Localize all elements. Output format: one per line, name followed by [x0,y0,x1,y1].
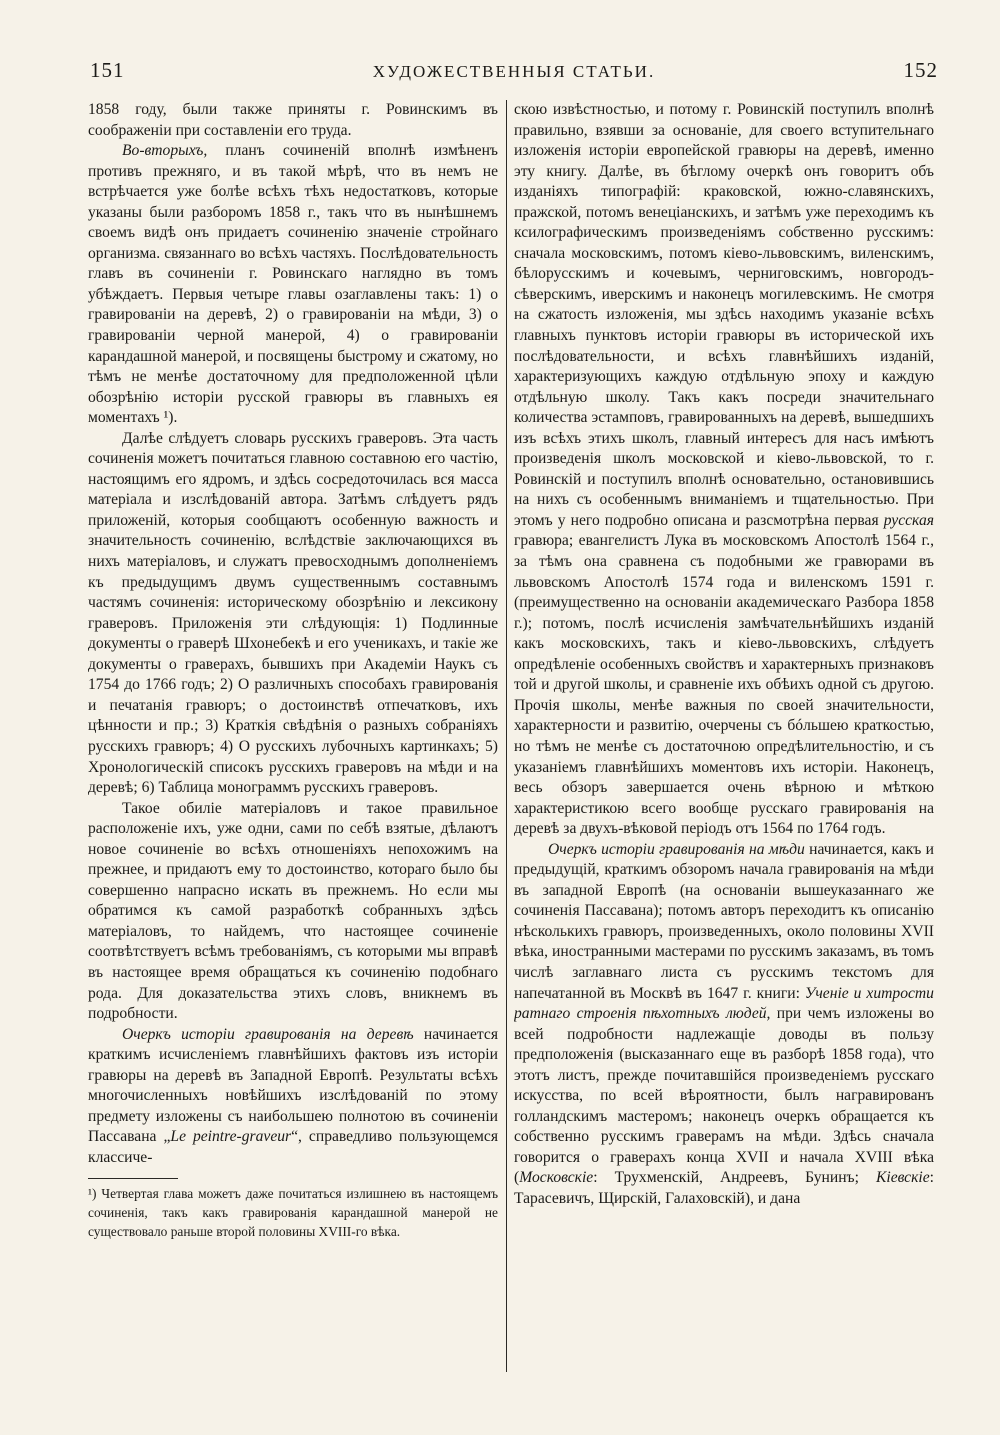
text-run: гравюра; евангелистъ Лука въ московскомъ Апостолѣ 1564 г., за тѣмъ она сравнена съ подобными же гравюрами въ львовскомъ Апостолѣ 1574 года и виленскомъ 1591 г. (преимущественно на основаніи академическаго Разбора 1858 г.); потомъ, послѣ исчисленія замѣчательнѣйшихъ изданій какъ московскихъ, такъ и кіево-львовскихъ, слѣдуетъ опредѣленіе особенныхъ свойствъ и характерныхъ признаковъ той и другой школы, и сравненіе ихъ обѣихъ одной съ другою. Прочія школы, менѣе важныя по своей значительности, характерности и развитію, очерчены съ бóльшею краткостью, но тѣмъ не менѣе съ достаточною опредѣлительностію, и съ указаніемъ главнѣйшихъ моментовъ ихъ исторіи. Наконецъ, весь обзоръ завершается очень вѣрною и мѣткою характеристикою всего вообще русскаго гравированія на деревѣ за двухъ-вѣковой періодъ отъ 1564 по 1764 годъ. [514,532,934,838]
text-run: : Трухменскій, Андреевъ, Бунинъ; [593,1169,876,1187]
running-title: ХУДОЖЕСТВЕННЫЯ СТАТЬИ. [372,62,656,81]
text-run: планъ сочиненій вполнѣ измѣненъ противъ прежняго, и въ такой мѣрѣ, что въ немъ не встрѣчается уже болѣе всѣхъ тѣхъ недостатковъ, которые указаны были разборомъ 1858 г., такъ что въ нынѣшнемъ своемъ видѣ онъ придаетъ сочиненію значеніе стройнаго организма. связаннаго во всѣхъ частяхъ. Послѣдовательность главъ въ сочиненіи г. Ровинскаго наглядно въ томъ убѣждаетъ. Первыя четыре главы озаглавлены такъ: 1) о гравированіи на деревѣ, 2) о гравированіи на мѣди, 3) о гравированіи черной манерой, 4) о гравированіи карандашной манерой, и посвящены быстрому и сжатому, но тѣмъ не менѣе достаточному для предположенной цѣли обозрѣнію исторіи русской гравюры въ главныхъ ея моментахъ ¹). [88,142,498,427]
running-header [90,58,938,92]
paragraph: Такое обиліе матеріаловъ и такое правильное расположеніе ихъ, уже одни, сами по себѣ взятые, дѣлаютъ новое сочиненіе во всѣхъ отношеніяхъ непохожимъ на прежнее, и придаютъ ему то достоинство, котораго было бы совершенно напрасно искать въ прежнемъ. Но если мы обратимся къ самой разработкѣ собранныхъ здѣсь матеріаловъ, то найдемъ, что настоящее сочиненіе соотвѣтствуетъ всѣмъ требованіямъ, съ которыми мы вправѣ въ настоящее время обращаться къ сочиненію подобнаго рода. Для доказательства этихъ словъ, вникнемъ въ подробности. [88,799,498,1023]
italic-run: Во-вторыхъ, [122,142,208,160]
text-run: начинается, какъ и предыдущій, краткимъ обзоромъ начала гравированія на мѣди въ западной Европѣ (на основаніи вышеуказаннаго же сочиненія Пассавана); потомъ авторъ переходитъ къ описанію нѣсколькихъ гравюръ, произведенныхъ, около половины XVII вѣка, иностранными мастерами по русскимъ заказамъ, въ томъ числѣ заглавнаго листа съ русскимъ текстомъ для напечатанной въ Москвѣ въ 1647 г. книги: [514,840,934,1002]
text-run: начинается краткимъ исчисленіемъ главнѣйшихъ фактовъ изъ исторіи гравюры на деревѣ въ Западной Европѣ. Результаты всѣхъ многочисленныхъ новѣйшихъ изслѣдованій по этому предмету изложены съ наибольшею полнотою въ сочиненіи Пассавана „ [88,1025,498,1146]
text-run: при чемъ изложены во всей подробности надлежащіе доводы въ пользу предположенія (высказаннаго еще въ разборѣ 1858 года), что этотъ листъ, прежде почитавшійся произведеніемъ русскаго искусства, по всей вѣроятности, былъ награвированъ голландскимъ мастеромъ; наконецъ очеркъ обращается къ собственно русскимъ граверамъ на мѣди. Здѣсь сначала говорится о граверахъ конца XVII и начала XVIII вѣка ( [514,1005,934,1187]
italic-run: русская [883,511,934,529]
italic-run: Кіевскіе [876,1169,930,1187]
right-column [514,100,934,1375]
page-number-left: 151 [90,58,125,82]
paragraph: 1858 году, были также приняты г. Ровинскимъ въ соображеніи при составленіи его труда. [88,101,498,139]
paragraph [88,1025,498,1169]
text-run: : Тарасевичъ, Щирскій, Галаховскій), и дана [514,1169,934,1207]
italic-run: Очеркъ исторіи гравированія на мѣди [548,840,805,858]
text-run: скою извѣстностью, и потому г. Ровинскій поступилъ вполнѣ правильно, взявши за основаніе, для своего вступительнаго изложенія исторіи европейской гравюры на деревѣ, именно эту книгу. Далѣе, въ бѣглому очеркѣ онъ говоритъ объ изданіяхъ типографій: краковской, южно-славянскихъ, пражской, потомъ венеціанскихъ, и затѣмъ уже переходимъ къ ксилографическимъ произведеніямъ собственно русскимъ: сначала московскимъ, потомъ кіево-львовскимъ, виленскимъ, бѣлорусскимъ и кочевымъ, черниговскимъ, новгородъ-сѣверскимъ, иверскимъ и наконецъ могилевскимъ. Не смотря на сжатость изложенія, мы здѣсь находимъ указаніе всѣхъ главныхъ пунктовъ исторіи гравюры въ исторической ихъ послѣдовательности, и всѣхъ главнѣйшихъ изданій, характеризующихъ каждую отдѣльную эпоху и каждую отдѣльную школу. Такъ какъ посреди значительнаго количества эстамповъ, гравированныхъ на деревѣ, вышедшихъ изъ всѣхъ этихъ школъ, главный интересъ для насъ имѣютъ произведенія школъ московской и кіево-львовской, то г. Ровинскій и поступилъ вполнѣ основательно, остановившись на нихъ съ особеннымъ вниманіемъ и тщательностью. При этомъ у него подробно описана и разсмотрѣна первая [514,101,934,529]
italic-run: Московскіе [519,1169,594,1187]
text-run: “, справедливо пользующемся классиче- [88,1128,498,1166]
left-column [88,100,498,1375]
paragraph [514,100,934,840]
italic-run: Очеркъ исторіи гравированія на деревѣ [122,1025,414,1043]
footnote-rule [88,1178,178,1179]
italic-run: Ученіе и хитрости ратнаго строенія пѣхотныхъ людей, [514,984,934,1023]
footnote: ¹) Четвертая глава можетъ даже почитаться излишнею въ настоящемъ сочиненія, такъ какъ гравированія карандашной манерой не существовало раньше второй половины XVIII-го вѣка. [88,1186,498,1239]
page-number-right: 152 [903,58,938,82]
paragraph [514,840,934,1210]
column-divider [506,100,507,1372]
italic-run: Le peintre-graveur [170,1128,292,1146]
paragraph: Далѣе слѣдуетъ словарь русскихъ граверовъ. Эта часть сочиненія можетъ почитаться главною составною его частію, настоящимъ его ядромъ, и здѣсь сосредоточилась вся масса матеріала и изслѣдованій автора. Затѣмъ слѣдуетъ рядъ приложеній, которыя сообщаютъ особенную важность и значительность сочиненію, вслѣдствіе заключающихся въ нихъ матеріаловъ, и служатъ превосходнымъ дополненіемъ къ предыдущимъ двумъ существеннымъ составнымъ частямъ сочиненія: историческому обозрѣнію и лексикону граверовъ. Приложенія эти слѣдующія: 1) Подлинные документы о граверѣ Шхонебекѣ и его ученикахъ, и такіе же документы о граверахъ, бывшихъ при Академіи Наукъ съ 1754 до 1766 годъ; 2) О различныхъ способахъ гравированія и печатанія гравюръ; о достоинствѣ отпечатковъ, ихъ цѣнности и пр.; 3) Краткія свѣдѣнія о разныхъ собраніяхъ русскихъ гравюръ; 4) О русскихъ лубочныхъ картинкахъ; 5) Хронологическій списокъ русскихъ граверовъ на мѣди и на деревѣ; 6) Таблица монограммъ русскихъ граверовъ. [88,429,498,797]
paragraph [88,141,498,429]
